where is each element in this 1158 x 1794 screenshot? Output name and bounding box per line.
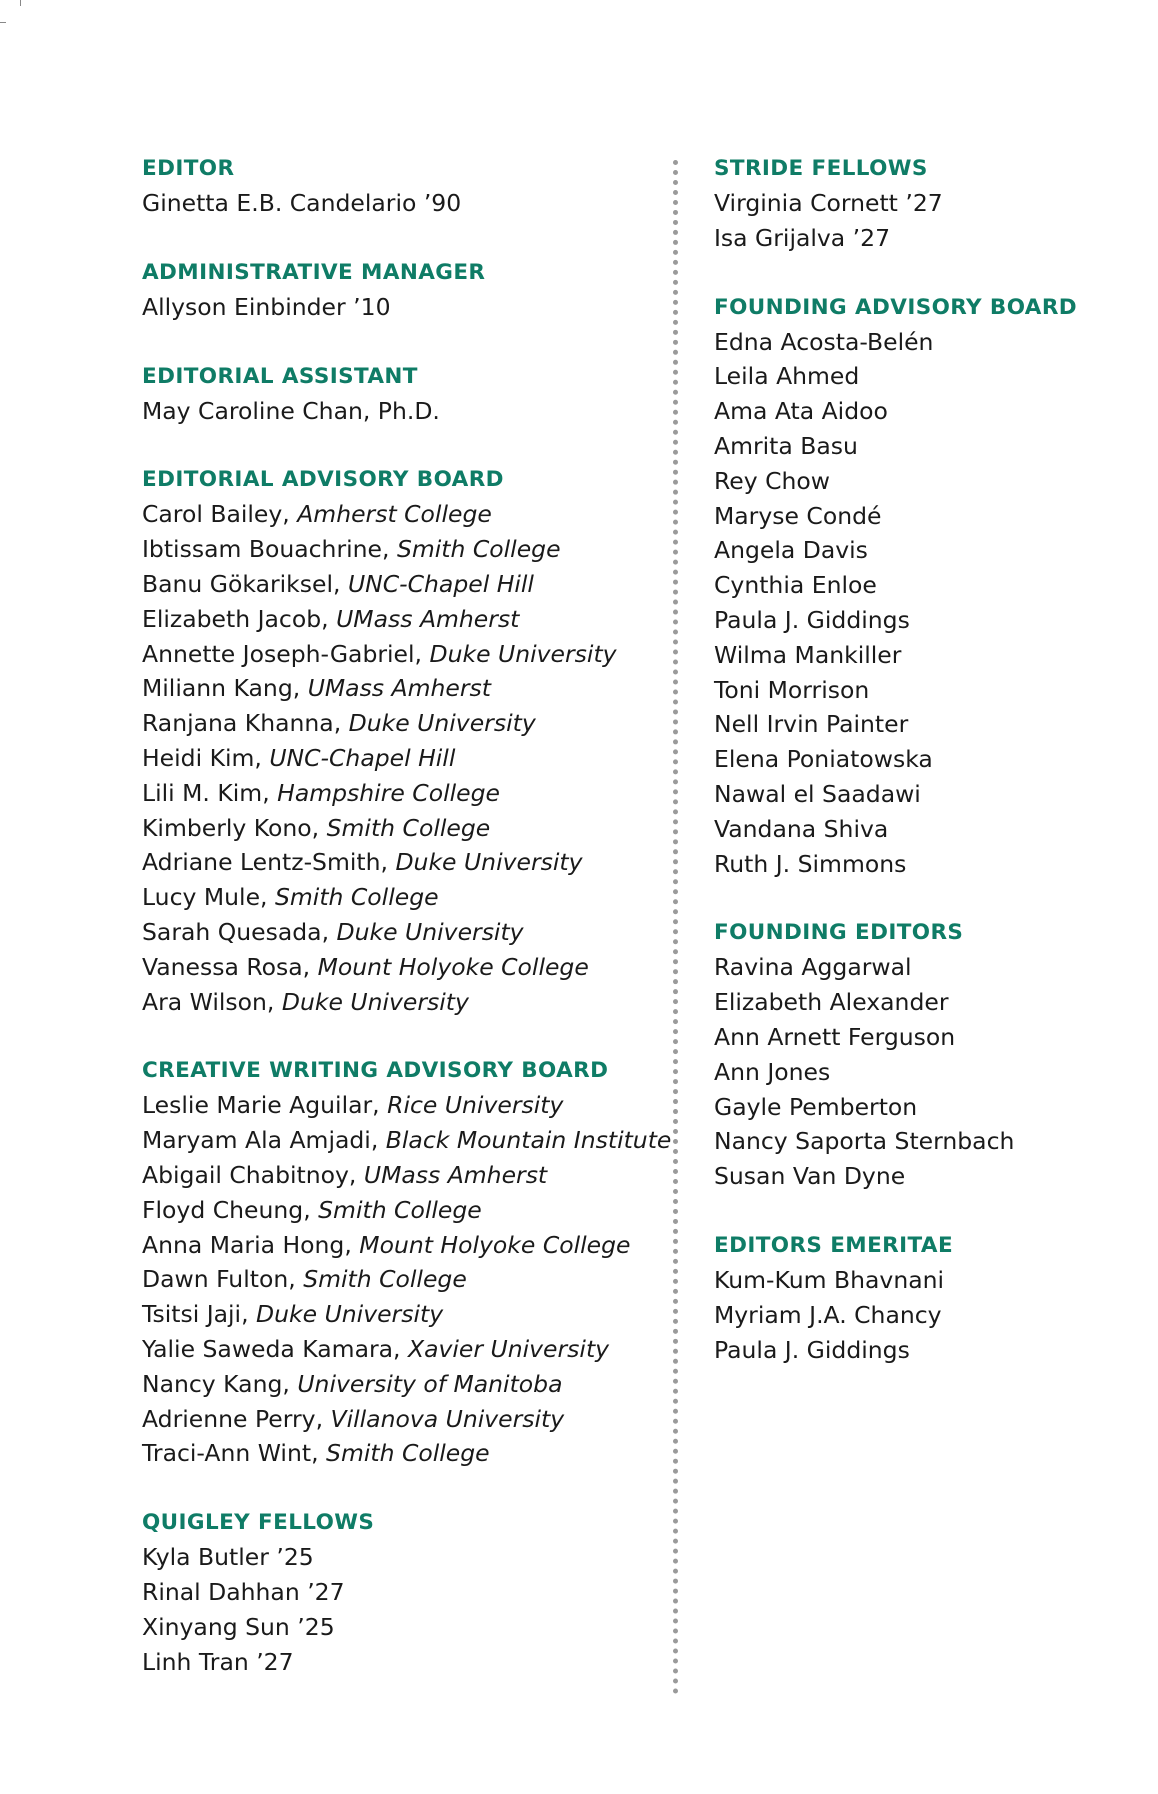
person-institution: Smith College — [396, 535, 561, 564]
person-entry — [714, 1159, 1134, 1194]
person-entry — [714, 812, 1134, 847]
person-name: Nancy Kang — [142, 1369, 283, 1398]
person-entry: Adriane Lentz-Smith, Duke University — [142, 848, 583, 877]
person-entry — [714, 673, 1134, 708]
section-heading: STRIDE FELLOWS — [714, 156, 928, 181]
section-heading: CREATIVE WRITING ADVISORY BOARD — [142, 1058, 609, 1084]
person-name: Floyd Cheung — [142, 1195, 304, 1224]
person-entry — [714, 1333, 1134, 1368]
person-name: Kyla Butler ’25 — [142, 1543, 314, 1572]
person-entry: Banu Gökariksel, UNC-Chapel Hill — [142, 569, 534, 598]
right-column — [714, 152, 1134, 1402]
person-institution: Amherst College — [297, 500, 492, 529]
person-entry — [714, 429, 1134, 464]
person-entry — [142, 1540, 662, 1575]
person-institution: Smith College — [326, 813, 491, 842]
section-editorial-assistant — [142, 360, 662, 429]
person-name: Banu Gökariksel — [142, 569, 333, 598]
person-name: Ara Wilson — [142, 987, 267, 1016]
person-institution: UMass Amherst — [307, 674, 491, 703]
person-name: Kimberly Kono — [142, 813, 312, 842]
person-entry: Miliann Kang, UMass Amherst — [142, 674, 491, 703]
person-name: Cynthia Enloe — [714, 571, 877, 600]
person-entry — [714, 359, 1134, 394]
person-entry: Leslie Marie Aguilar, Rice University — [142, 1091, 564, 1120]
section-editors-emeritae — [714, 1229, 1134, 1367]
person-institution: Hampshire College — [277, 778, 500, 807]
person-institution: UMass Amherst — [363, 1160, 548, 1189]
person-name: Elizabeth Alexander — [714, 988, 949, 1017]
person-entry — [714, 603, 1134, 638]
person-name: Amrita Basu — [714, 431, 858, 460]
person-name: Leslie Marie Aguilar — [142, 1091, 373, 1120]
person-name: Elizabeth Jacob — [142, 604, 322, 633]
person-entry — [714, 464, 1134, 499]
person-name: Lili M. Kim — [142, 778, 263, 807]
crop-mark-vertical — [20, 0, 21, 6]
left-column — [142, 152, 672, 1714]
person-name: Gayle Pemberton — [714, 1092, 918, 1121]
person-entry — [714, 186, 1134, 221]
person-name: Vanessa Rosa — [142, 952, 303, 981]
person-entry: Lucy Mule, Smith College — [142, 883, 439, 912]
person-entry — [142, 394, 662, 429]
person-name: Wilma Mankiller — [714, 640, 902, 669]
person-name: Ann Jones — [714, 1057, 831, 1086]
person-name: Rinal Dahhan ’27 — [142, 1577, 345, 1606]
person-name: Vandana Shiva — [714, 814, 889, 843]
person-entry: Ara Wilson, Duke University — [142, 987, 469, 1016]
person-name: Lucy Mule — [142, 883, 261, 912]
person-name: Traci-Ann Wint — [142, 1439, 312, 1468]
person-entry: Maryam Ala Amjadi, Black Mountain Institute — [142, 1126, 672, 1155]
person-name: Isa Grijalva ’27 — [714, 223, 891, 252]
person-name: Angela Davis — [714, 536, 868, 565]
person-name: Paula J. Giddings — [714, 1335, 910, 1364]
person-institution: Duke University — [256, 1300, 444, 1329]
person-institution: Black Mountain Institute — [385, 1126, 672, 1155]
person-name: Allyson Einbinder ’10 — [142, 292, 391, 321]
person-entry — [714, 568, 1134, 603]
person-name: Maryse Condé — [714, 501, 882, 530]
person-entry — [714, 777, 1134, 812]
person-entry — [714, 1263, 1134, 1298]
person-name: Miliann Kang — [142, 674, 293, 703]
person-entry — [714, 1298, 1134, 1333]
person-institution: Smith College — [303, 1265, 467, 1294]
person-entry: Heidi Kim, UNC-Chapel Hill — [142, 743, 456, 772]
person-entry: Annette Joseph-Gabriel, Duke University — [142, 639, 617, 668]
person-entry: Carol Bailey, Amherst College — [142, 500, 492, 529]
person-entry — [714, 221, 1134, 256]
person-entry — [714, 847, 1134, 882]
person-name: Nawal el Saadawi — [714, 779, 921, 808]
person-entry: Tsitsi Jaji, Duke University — [142, 1300, 444, 1329]
person-name: Tsitsi Jaji — [142, 1300, 242, 1329]
person-name: Nell Irvin Painter — [714, 710, 909, 739]
person-institution: Smith College — [274, 883, 439, 912]
person-entry — [714, 950, 1134, 985]
person-institution: Duke University — [395, 848, 583, 877]
person-entry — [714, 742, 1134, 777]
section-heading: ADMINISTRATIVE MANAGER — [142, 259, 486, 285]
person-name: Xinyang Sun ’25 — [142, 1612, 335, 1641]
person-institution: UMass Amherst — [336, 604, 520, 633]
section-founding-editors — [714, 916, 1134, 1194]
person-institution: UNC-Chapel Hill — [269, 743, 456, 772]
person-name: Elena Poniatowska — [714, 745, 933, 774]
section-stride-fellows — [714, 152, 1134, 256]
person-name: Ravina Aggarwal — [714, 953, 912, 982]
section-administrative-manager — [142, 256, 662, 325]
person-name: Edna Acosta-Belén — [714, 327, 934, 356]
person-name: Ama Ata Aidoo — [714, 397, 888, 426]
person-name: Ranjana Khanna — [142, 709, 334, 738]
person-entry — [142, 1575, 662, 1610]
crop-mark-horizontal — [0, 22, 6, 23]
person-institution: Villanova University — [330, 1404, 565, 1433]
person-entry: Ranjana Khanna, Duke University — [142, 709, 536, 738]
person-entry: Elizabeth Jacob, UMass Amherst — [142, 604, 520, 633]
person-name: Ibtissam Bouachrine — [142, 535, 382, 564]
person-entry — [714, 499, 1134, 534]
person-entry — [714, 1090, 1134, 1125]
person-name: May Caroline Chan, Ph.D. — [142, 396, 440, 425]
section-founding-advisory-board — [714, 291, 1134, 882]
person-entry — [714, 638, 1134, 673]
section-editorial-advisory-board — [142, 463, 662, 1019]
person-institution: Duke University — [281, 987, 469, 1016]
person-name: Rey Chow — [714, 466, 831, 495]
person-name: Nancy Saporta Sternbach — [714, 1127, 1015, 1156]
person-name: Adriane Lentz-Smith — [142, 848, 381, 877]
person-name: Dawn Fulton — [142, 1265, 289, 1294]
person-entry: Vanessa Rosa, Mount Holyoke College — [142, 952, 589, 981]
person-entry — [714, 1124, 1134, 1159]
person-entry — [714, 533, 1134, 568]
section-heading: FOUNDING EDITORS — [714, 920, 964, 946]
person-name: Abigail Chabitnoy — [142, 1160, 349, 1189]
person-entry — [714, 1055, 1134, 1090]
person-name: Virginia Cornett ’27 — [714, 189, 943, 217]
person-institution: Mount Holyoke College — [359, 1230, 631, 1259]
person-entry — [714, 1020, 1134, 1055]
person-name: Maryam Ala Amjadi — [142, 1126, 371, 1155]
person-entry: Abigail Chabitnoy, UMass Amherst — [142, 1160, 548, 1189]
person-name: Kum-Kum Bhavnani — [714, 1265, 945, 1294]
person-entry: Anna Maria Hong, Mount Holyoke College — [142, 1230, 631, 1259]
person-name: Linh Tran ’27 — [142, 1647, 294, 1676]
section-heading: EDITORIAL ADVISORY BOARD — [142, 467, 504, 493]
section-quigley-fellows — [142, 1506, 662, 1679]
person-institution: University of Manitoba — [297, 1369, 563, 1398]
person-name: Ruth J. Simmons — [714, 849, 907, 878]
column-divider — [673, 160, 678, 1695]
person-name: Adrienne Perry — [142, 1404, 316, 1433]
section-heading: FOUNDING ADVISORY BOARD — [714, 294, 1078, 320]
section-editor — [142, 152, 662, 221]
person-entry — [142, 1645, 662, 1680]
person-name: Anna Maria Hong — [142, 1230, 345, 1259]
person-name: Leila Ahmed — [714, 362, 860, 391]
person-institution: Smith College — [326, 1439, 490, 1468]
person-institution: Duke University — [336, 917, 524, 946]
person-name: Myriam J.A. Chancy — [714, 1300, 942, 1329]
person-entry: Nancy Kang, University of Manitoba — [142, 1369, 563, 1398]
person-entry: Dawn Fulton, Smith College — [142, 1265, 467, 1294]
person-institution: Xavier University — [408, 1334, 610, 1363]
person-entry — [714, 707, 1134, 742]
section-heading: EDITORS EMERITAE — [714, 1232, 954, 1258]
person-entry: Kimberly Kono, Smith College — [142, 813, 491, 842]
person-entry: Traci-Ann Wint, Smith College — [142, 1439, 490, 1468]
person-entry — [714, 325, 1134, 360]
person-name: Sarah Quesada — [142, 917, 322, 946]
person-name: Toni Morrison — [714, 675, 870, 704]
person-institution: UNC-Chapel Hill — [347, 569, 534, 598]
person-entry: Sarah Quesada, Duke University — [142, 917, 524, 946]
person-name: Susan Van Dyne — [714, 1162, 906, 1191]
person-entry — [142, 1610, 662, 1645]
person-entry — [142, 186, 662, 221]
person-institution: Rice University — [387, 1091, 564, 1120]
person-entry: Floyd Cheung, Smith College — [142, 1195, 482, 1224]
person-name: Heidi Kim — [142, 743, 255, 772]
person-institution: Smith College — [318, 1195, 482, 1224]
person-institution: Duke University — [348, 709, 536, 738]
section-heading: EDITORIAL ASSISTANT — [142, 363, 418, 389]
section-heading: QUIGLEY FELLOWS — [142, 1510, 375, 1536]
person-name: Paula J. Giddings — [714, 605, 910, 634]
section-creative-writing-advisory-board — [142, 1054, 672, 1471]
person-entry — [714, 985, 1134, 1020]
person-entry: Yalie Saweda Kamara, Xavier University — [142, 1334, 610, 1363]
person-name: Yalie Saweda Kamara — [142, 1334, 394, 1363]
person-name: Annette Joseph-Gabriel — [142, 639, 415, 668]
person-name: Carol Bailey — [142, 500, 283, 529]
person-name: Ginetta E.B. Candelario ’90 — [142, 189, 462, 217]
person-entry: Lili M. Kim, Hampshire College — [142, 778, 500, 807]
person-entry — [142, 290, 662, 325]
person-entry: Adrienne Perry, Villanova University — [142, 1404, 565, 1433]
person-entry: Ibtissam Bouachrine, Smith College — [142, 535, 561, 564]
person-entry — [714, 394, 1134, 429]
person-institution: Mount Holyoke College — [317, 952, 589, 981]
person-institution: Duke University — [429, 639, 617, 668]
section-heading: EDITOR — [142, 156, 235, 181]
person-name: Ann Arnett Ferguson — [714, 1022, 956, 1051]
